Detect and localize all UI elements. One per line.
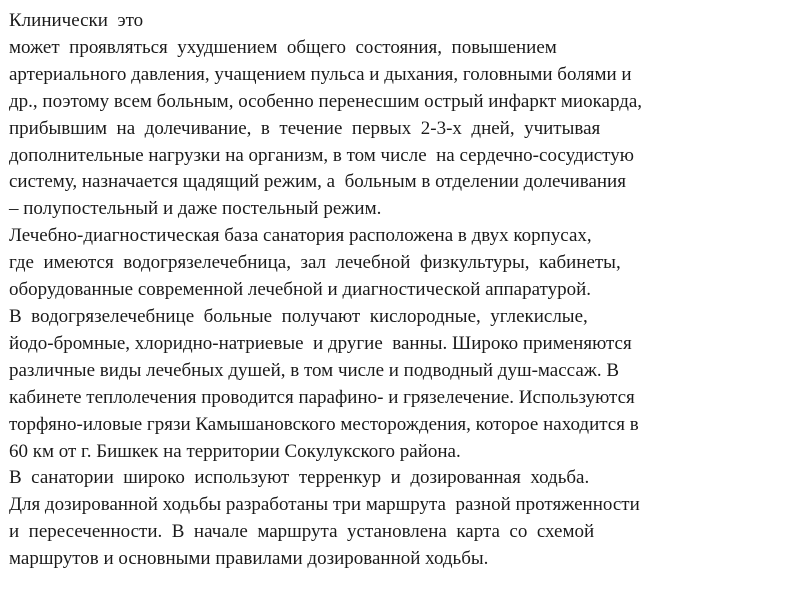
text-line-20: и пересеченности. В начале маршрута установлена карта со схемой	[9, 521, 595, 543]
text-line-10: где имеются водогрязелечебница, зал лечебной физкультуры, кабинеты,	[9, 252, 621, 274]
text-line-6: дополнительные нагрузки на организм, в том числе на сердечно-сосудистую	[9, 144, 634, 166]
text-line-5: прибывшим на долечивание, в течение первых 2-3-х дней, учитывая	[9, 117, 601, 139]
text-line-3: артериального давления, учащением пульса и дыхания, головными болями и	[9, 63, 632, 85]
text-line-19: Для дозированной ходьбы разработаны три маршрута разной протяженности	[9, 494, 640, 516]
text-line-13: йодо-бромные, хлоридно-натриевые и другие ванны. Широко применяются	[9, 332, 632, 354]
text-line-2: может проявляться ухудшением общего состояния, повышением	[9, 36, 557, 58]
text-line-9: Лечебно-диагностическая база санатория расположена в двух корпусах,	[9, 225, 592, 247]
text-line-7: систему, назначается щадящий режим, а больным в отделении долечивания	[9, 171, 626, 193]
text-line-16: торфяно-иловые грязи Камышановского месторождения, которое находится в	[9, 413, 639, 435]
text-line-1: Клинически это	[9, 10, 144, 31]
text-line-15: кабинете теплолечения проводится парафино- и грязелечение. Используются	[9, 386, 635, 408]
text-line-14: различные виды лечебных душей, в том числе и подводный душ-массаж. В	[9, 359, 620, 381]
text-line-21: маршрутов и основными правилами дозированной ходьбы.	[9, 548, 489, 570]
text-line-4: др., поэтому всем больным, особенно перенесшим острый инфаркт миокарда,	[9, 90, 643, 112]
text-line-8: – полупостельный и даже постельный режим.	[9, 198, 382, 220]
text-line-12: В водогрязелечебнице больные получают кислородные, углекислые,	[9, 305, 588, 327]
body-text	[9, 8, 793, 573]
text-line-17: 60 км от г. Бишкек на территории Сокулукского района.	[9, 440, 461, 462]
text-line-18: В санатории широко используют терренкур и дозированная ходьба.	[9, 467, 590, 489]
text-line-11: оборудованные современной лечебной и диагностической аппаратурой.	[9, 279, 592, 301]
